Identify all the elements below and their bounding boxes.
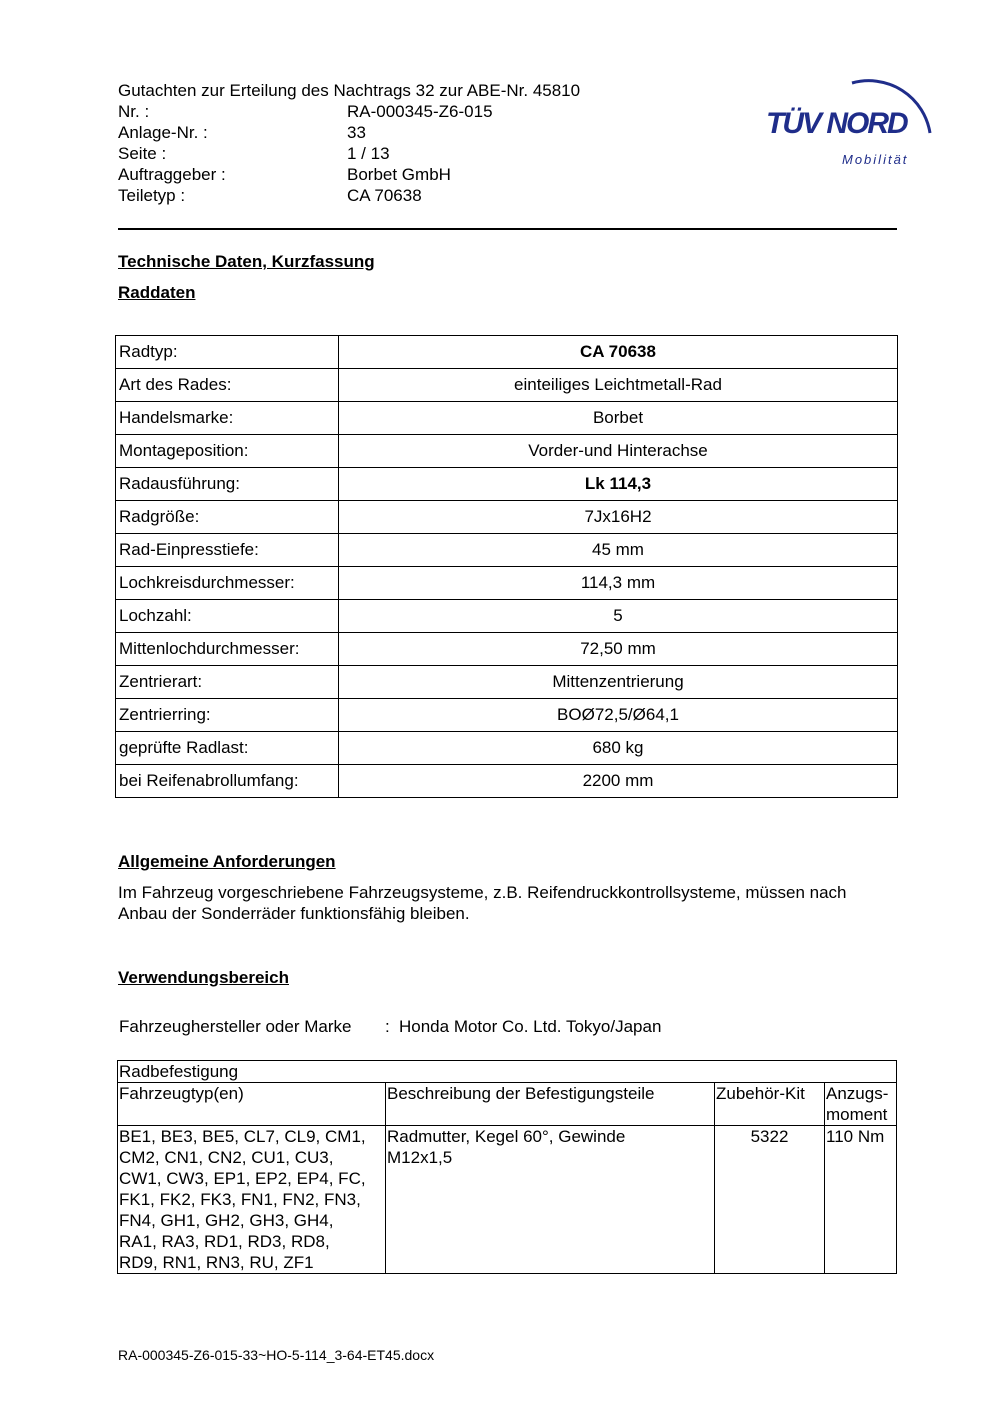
fahrzeugtypen-line: CM2, CN1, CN2, CU1, CU3,: [119, 1148, 334, 1167]
section-heading-verwendung: Verwendungsbereich: [118, 968, 289, 987]
tuv-nord-logo: [760, 55, 945, 175]
raddaten-value: 680 kg: [339, 732, 898, 765]
raddaten-value: einteiliges Leichtmetall-Rad: [339, 369, 898, 402]
raddaten-key: Montageposition:: [116, 435, 339, 468]
section-heading-raddaten: Raddaten: [118, 283, 196, 302]
header-field-value: RA-000345-Z6-015: [347, 102, 493, 121]
anzugsmoment-cell: 110 Nm: [825, 1126, 897, 1274]
raddaten-key: Zentrierring:: [116, 699, 339, 732]
header-fahrzeugtypen: Fahrzeugtyp(en): [118, 1083, 386, 1126]
header-beschreibung: Beschreibung der Befestigungsteile: [386, 1083, 715, 1126]
table-row: [116, 765, 898, 798]
logo-tagline: Mobilität: [842, 152, 909, 167]
raddaten-value: 114,3 mm: [339, 567, 898, 600]
fahrzeugtypen-line: FK1, FK2, FK3, FN1, FN2, FN3,: [119, 1190, 361, 1209]
table-row: [116, 402, 898, 435]
table-row: [116, 666, 898, 699]
raddaten-value: Borbet: [339, 402, 898, 435]
table-row: [116, 732, 898, 765]
raddaten-value: Vorder-und Hinterachse: [339, 435, 898, 468]
raddaten-value: 5: [339, 600, 898, 633]
table-row: [116, 567, 898, 600]
logo-brand: TÜV NORD: [766, 107, 907, 140]
table-row: [116, 336, 898, 369]
hersteller-value: Honda Motor Co. Ltd. Tokyo/Japan: [399, 1017, 662, 1036]
raddaten-value: CA 70638: [339, 336, 898, 369]
header-field-value: Borbet GmbH: [347, 165, 451, 184]
section-heading-technische-daten: Technische Daten, Kurzfassung: [118, 252, 375, 271]
raddaten-table: [115, 335, 898, 798]
table-row: [118, 1126, 897, 1274]
raddaten-value: Mittenzentrierung: [339, 666, 898, 699]
header-field-value: 1 / 13: [347, 144, 390, 163]
raddaten-value: 45 mm: [339, 534, 898, 567]
header-field-key: Teiletyp :: [118, 186, 186, 205]
header-field-key: Auftraggeber :: [118, 165, 226, 184]
table-row: [116, 633, 898, 666]
report-title: Gutachten zur Erteilung des Nachtrags 32 zur ABE-Nr. 45810: [118, 81, 581, 100]
raddaten-key: Radausführung:: [116, 468, 339, 501]
raddaten-key: bei Reifenabrollumfang:: [116, 765, 339, 798]
table-header-row: [118, 1083, 897, 1126]
raddaten-value: 7Jx16H2: [339, 501, 898, 534]
hersteller-separator: :: [385, 1017, 390, 1036]
radbefestigung-title: Radbefestigung: [118, 1061, 897, 1083]
hersteller-label: Fahrzeughersteller oder Marke: [119, 1017, 352, 1036]
beschreibung-cell: [386, 1126, 715, 1274]
header-field-key: Nr. :: [118, 102, 150, 121]
header-anzugsmoment: [825, 1083, 897, 1126]
raddaten-key: Handelsmarke:: [116, 402, 339, 435]
raddaten-key: Radtyp:: [116, 336, 339, 369]
raddaten-key: Lochzahl:: [116, 600, 339, 633]
table-row: [116, 534, 898, 567]
raddaten-value: 2200 mm: [339, 765, 898, 798]
header-divider: [118, 228, 897, 230]
table-row: [116, 600, 898, 633]
zubehoer-kit-cell: 5322: [715, 1126, 825, 1274]
raddaten-value: 72,50 mm: [339, 633, 898, 666]
table-title-row: [118, 1061, 897, 1083]
raddaten-key: Rad-Einpresstiefe:: [116, 534, 339, 567]
fahrzeugtypen-line: BE1, BE3, BE5, CL7, CL9, CM1,: [119, 1127, 366, 1146]
raddaten-key: Art des Rades:: [116, 369, 339, 402]
fahrzeugtypen-line: RA1, RA3, RD1, RD3, RD8,: [119, 1232, 330, 1251]
header-anzugsmoment-line2: moment: [826, 1105, 888, 1124]
beschreibung-line: M12x1,5: [387, 1148, 453, 1167]
header-field-key: Anlage-Nr. :: [118, 123, 208, 142]
allgemeine-text: Im Fahrzeug vorgeschriebene Fahrzeugsysteme, z.B. Reifendruckkontrollsysteme, müssen nach Anbau der Sonderräder funktionsfähig bleiben.: [118, 883, 847, 923]
table-row: [116, 369, 898, 402]
header-field-key: Seite :: [118, 144, 167, 163]
table-row: [116, 468, 898, 501]
table-row: [116, 435, 898, 468]
beschreibung-line: Radmutter, Kegel 60°, Gewinde: [387, 1127, 626, 1146]
footer-filename: RA-000345-Z6-015-33~HO-5-114_3-64-ET45.docx: [118, 1347, 435, 1363]
raddaten-key: Zentrierart:: [116, 666, 339, 699]
section-heading-allgemeine: Allgemeine Anforderungen: [118, 852, 336, 871]
table-row: [116, 699, 898, 732]
fahrzeugtypen-line: RD9, RN1, RN3, RU, ZF1: [119, 1253, 314, 1272]
header-zubehoer-kit: Zubehör-Kit: [715, 1083, 825, 1126]
fahrzeugtypen-line: CW1, CW3, EP1, EP2, EP4, FC,: [119, 1169, 366, 1188]
hersteller-row: [119, 1017, 662, 1037]
radbefestigung-table: [117, 1060, 897, 1274]
header-field-value: CA 70638: [347, 186, 422, 205]
table-row: [116, 501, 898, 534]
fahrzeugtypen-line: FN4, GH1, GH2, GH3, GH4,: [119, 1211, 334, 1230]
header-field-value: 33: [347, 123, 366, 142]
raddaten-key: Mittenlochdurchmesser:: [116, 633, 339, 666]
raddaten-key: Radgröße:: [116, 501, 339, 534]
raddaten-value: Lk 114,3: [339, 468, 898, 501]
raddaten-key: Lochkreisdurchmesser:: [116, 567, 339, 600]
raddaten-value: BOØ72,5/Ø64,1: [339, 699, 898, 732]
header-anzugsmoment-line1: Anzugs-: [826, 1084, 889, 1103]
raddaten-key: geprüfte Radlast:: [116, 732, 339, 765]
fahrzeugtypen-cell: [118, 1126, 386, 1274]
